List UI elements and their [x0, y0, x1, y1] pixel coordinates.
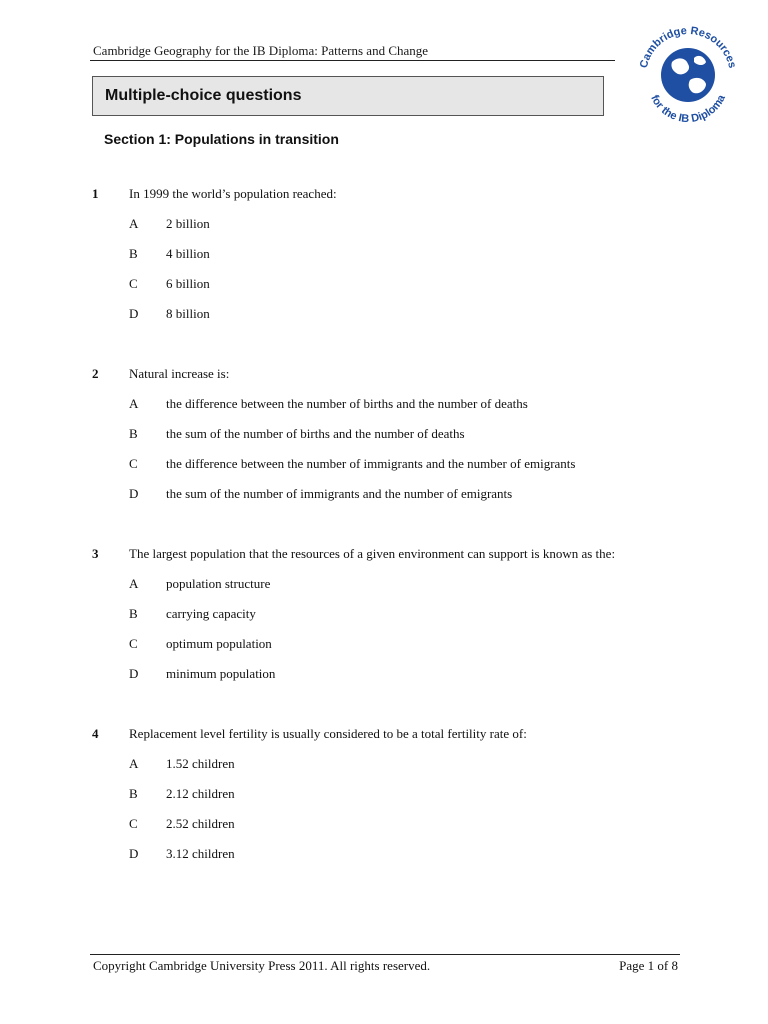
option-letter: A [129, 756, 139, 771]
page-title: Multiple-choice questions [105, 87, 302, 104]
option-text: 1.52 children [166, 756, 235, 771]
option-text: 8 billion [166, 306, 210, 321]
option-letter: B [129, 786, 138, 801]
option-text: minimum population [166, 666, 276, 681]
option-text: carrying capacity [166, 606, 256, 621]
option-text: the difference between the number of births and the number of deaths [166, 396, 528, 411]
option-letter: C [129, 816, 138, 831]
globe-icon [661, 48, 715, 102]
footer-copyright: Copyright Cambridge University Press 2011. All rights reserved. [93, 958, 431, 973]
option-text: optimum population [166, 636, 272, 651]
heading-box [92, 76, 604, 116]
cambridge-logo [632, 18, 744, 130]
option-letter: D [129, 486, 139, 501]
option-letter: A [129, 216, 139, 231]
option-letter: C [129, 636, 138, 651]
header-divider [90, 60, 615, 61]
option-letter: B [129, 606, 138, 621]
option-letter: D [129, 846, 139, 861]
option-text: 3.12 children [166, 846, 235, 861]
question-number: 4 [92, 726, 99, 741]
question-number: 3 [92, 546, 99, 561]
page-number: Page 1 of 8 [619, 958, 678, 973]
option-text: the sum of the number of immigrants and the number of emigrants [166, 486, 513, 501]
question-text: Replacement level fertility is usually considered to be a total fertility rate of: [129, 726, 527, 741]
logo-text-top: Cambridge Resources [637, 24, 739, 70]
section-title: Section 1: Populations in transition [104, 131, 339, 147]
question-number: 1 [92, 186, 99, 201]
document-header-title: Cambridge Geography for the IB Diploma: Patterns and Change [93, 43, 429, 58]
option-text: 2.52 children [166, 816, 235, 831]
logo-text-bottom: for the IB Diploma [648, 92, 728, 126]
option-letter: D [129, 306, 139, 321]
footer-divider [90, 954, 680, 955]
question-text: Natural increase is: [129, 366, 230, 381]
option-letter: C [129, 276, 138, 291]
option-letter: B [129, 426, 138, 441]
option-text: 4 billion [166, 246, 210, 261]
option-text: 6 billion [166, 276, 210, 291]
option-letter: A [129, 576, 139, 591]
option-letter: D [129, 666, 139, 681]
option-letter: B [129, 246, 138, 261]
question-number: 2 [92, 366, 99, 381]
question-text: The largest population that the resources of a given environment can support is known as the: [129, 546, 616, 561]
option-text: 2.12 children [166, 786, 235, 801]
question-text: In 1999 the world’s population reached: [129, 186, 337, 201]
option-text: 2 billion [166, 216, 210, 231]
option-text: the difference between the number of immigrants and the number of emigrants [166, 456, 576, 471]
option-text: population structure [166, 576, 271, 591]
option-letter: A [129, 396, 139, 411]
option-letter: C [129, 456, 138, 471]
option-text: the sum of the number of births and the number of deaths [166, 426, 465, 441]
